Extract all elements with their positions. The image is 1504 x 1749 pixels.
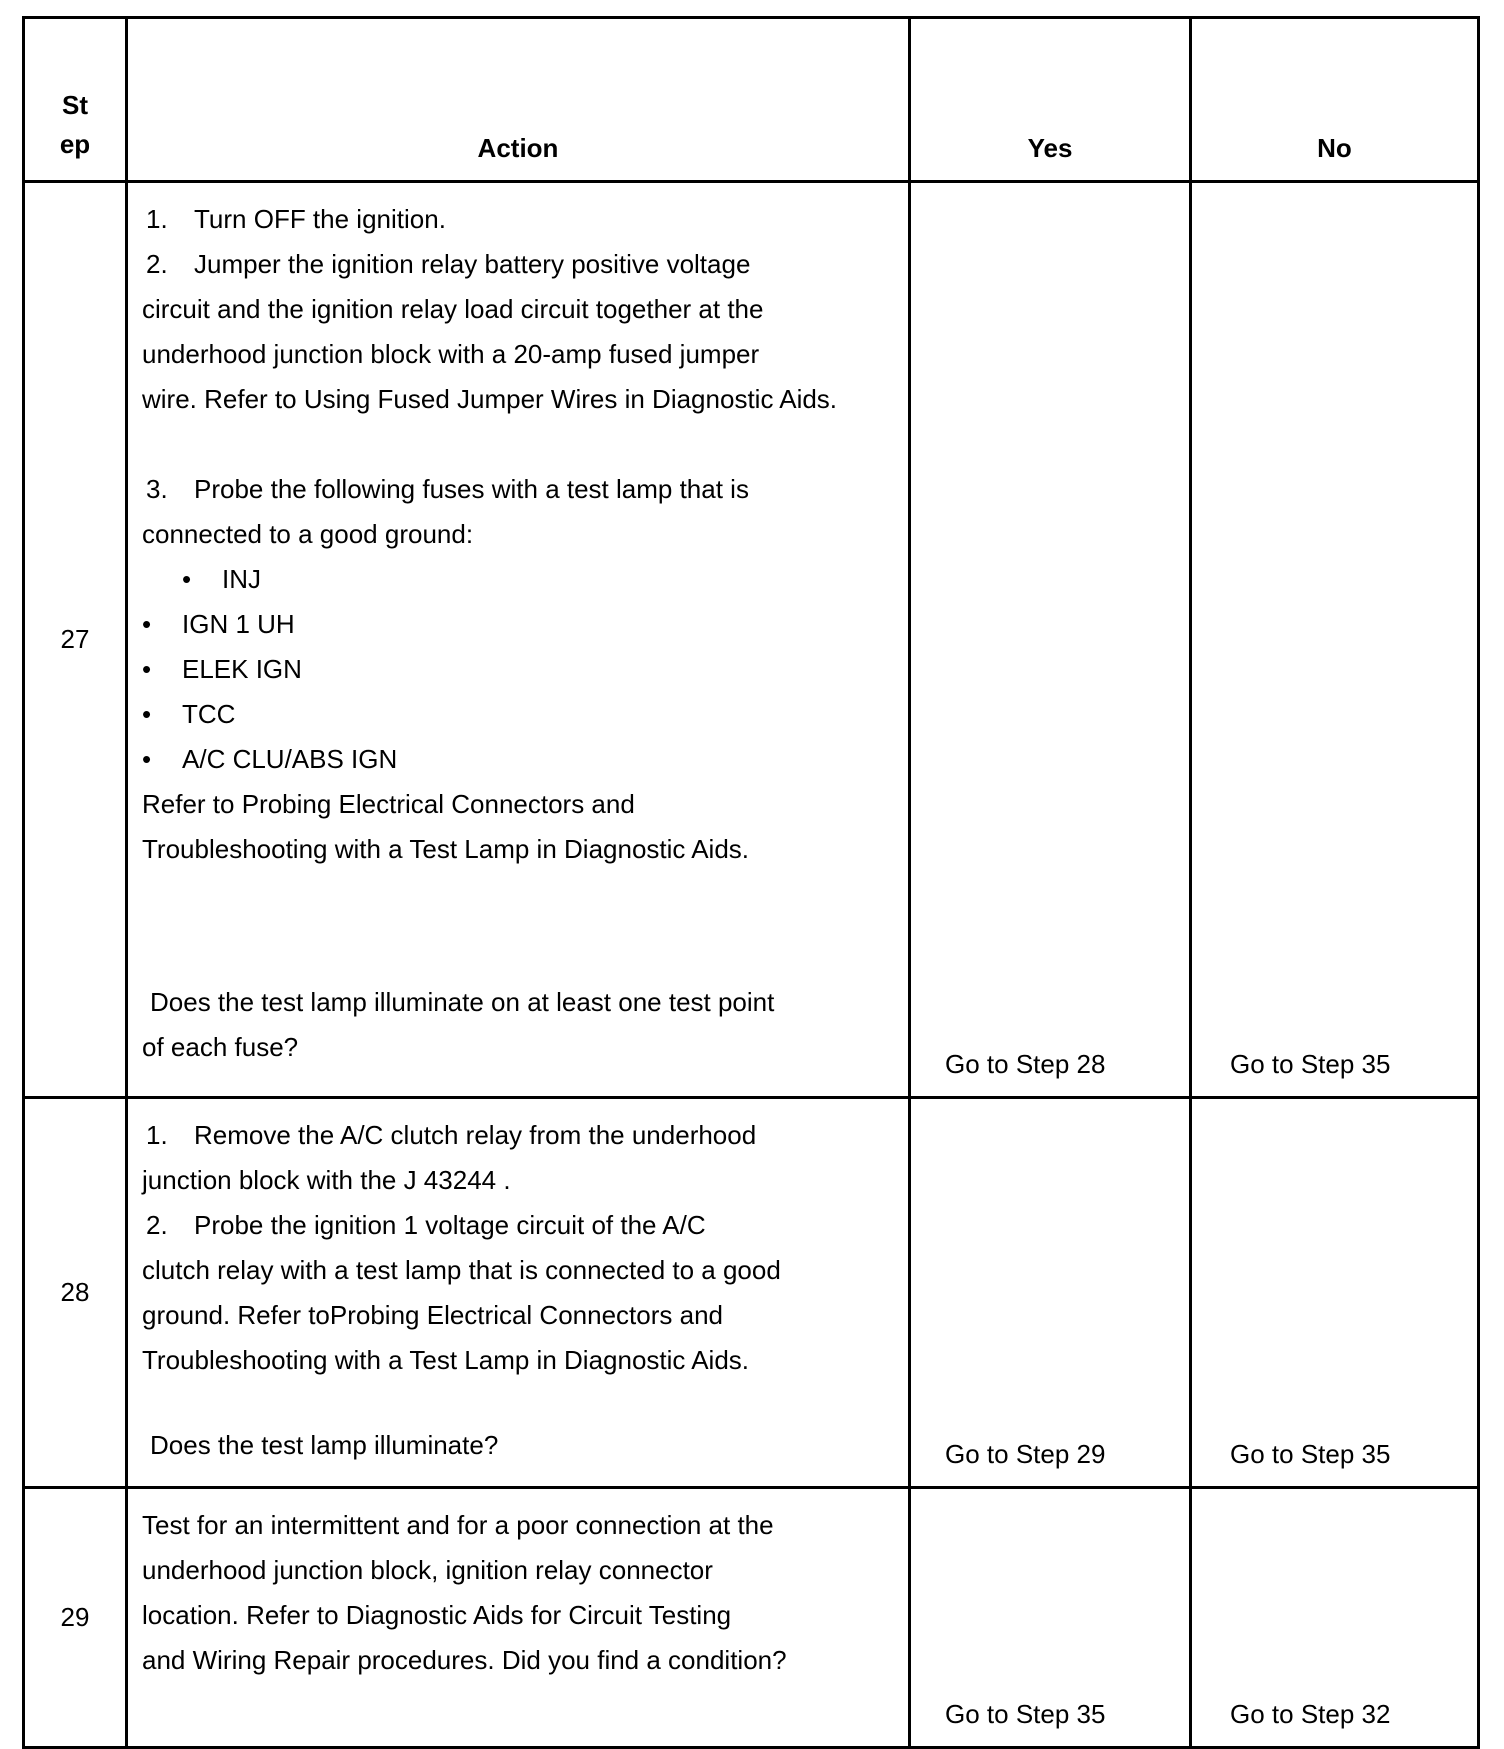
no-cell: Go to Step 32	[1191, 1488, 1479, 1748]
action-line: 2. Probe the ignition 1 voltage circuit of the A/C	[146, 1210, 706, 1240]
diagnostic-table	[22, 16, 1480, 1749]
action-line: Refer to Probing Electrical Connectors and	[142, 789, 635, 819]
header-action: Action	[127, 18, 910, 182]
action-line: 1. Turn OFF the ignition.	[146, 204, 446, 234]
action-line: 3. Probe the following fuses with a test lamp that is	[146, 474, 749, 504]
action-line: underhood junction block, ignition relay connector	[142, 1555, 713, 1585]
no-cell: Go to Step 35	[1191, 182, 1479, 1098]
action-question: Does the test lamp illuminate?	[150, 1430, 499, 1460]
yes-cell: Go to Step 29	[910, 1098, 1191, 1488]
action-line: 2. Jumper the ignition relay battery positive voltage	[146, 249, 751, 279]
action-line: ground. Refer toProbing Electrical Connectors and	[142, 1300, 723, 1330]
step-number: 27	[24, 182, 127, 1098]
header-step	[24, 18, 127, 182]
header-no: No	[1191, 18, 1479, 182]
action-line: Troubleshooting with a Test Lamp in Diagnostic Aids.	[142, 1345, 750, 1375]
action-line: circuit and the ignition relay load circuit together at the	[142, 294, 764, 324]
action-line: junction block with the J 43244 .	[142, 1165, 511, 1195]
header-yes: Yes	[910, 18, 1191, 182]
fuse-list-item: • TCC	[142, 699, 236, 729]
action-cell	[127, 1488, 910, 1748]
fuse-list-item: • INJ	[182, 564, 261, 594]
header-step-line1: St	[62, 90, 88, 120]
action-cell	[127, 182, 910, 1098]
table-row-step-28	[24, 1098, 1479, 1488]
header-row	[24, 18, 1479, 182]
yes-cell: Go to Step 28	[910, 182, 1191, 1098]
table-row-step-27	[24, 182, 1479, 1098]
action-line: clutch relay with a test lamp that is connected to a good	[142, 1255, 781, 1285]
fuse-list-item: • ELEK IGN	[142, 654, 302, 684]
action-line: wire. Refer to Using Fused Jumper Wires in Diagnostic Aids.	[142, 384, 838, 414]
action-line: 1. Remove the A/C clutch relay from the underhood	[146, 1120, 757, 1150]
action-question: of each fuse?	[142, 1032, 299, 1062]
no-cell: Go to Step 35	[1191, 1098, 1479, 1488]
fuse-list-item: • A/C CLU/ABS IGN	[142, 744, 398, 774]
action-line: and Wiring Repair procedures. Did you find a condition?	[142, 1645, 787, 1675]
step-number: 29	[24, 1488, 127, 1748]
action-line: Troubleshooting with a Test Lamp in Diagnostic Aids.	[142, 834, 750, 864]
action-line: underhood junction block with a 20-amp fused jumper	[142, 339, 760, 369]
action-line: connected to a good ground:	[142, 519, 474, 549]
action-question: Does the test lamp illuminate on at least one test point	[150, 987, 775, 1017]
fuse-list-item: • IGN 1 UH	[142, 609, 295, 639]
action-line: Test for an intermittent and for a poor connection at the	[142, 1510, 774, 1540]
header-step-line2: ep	[59, 129, 91, 159]
action-cell	[127, 1098, 910, 1488]
yes-cell: Go to Step 35	[910, 1488, 1191, 1748]
table-row-step-29	[24, 1488, 1479, 1748]
step-number: 28	[24, 1098, 127, 1488]
action-line: location. Refer to Diagnostic Aids for Circuit Testing	[142, 1600, 732, 1630]
